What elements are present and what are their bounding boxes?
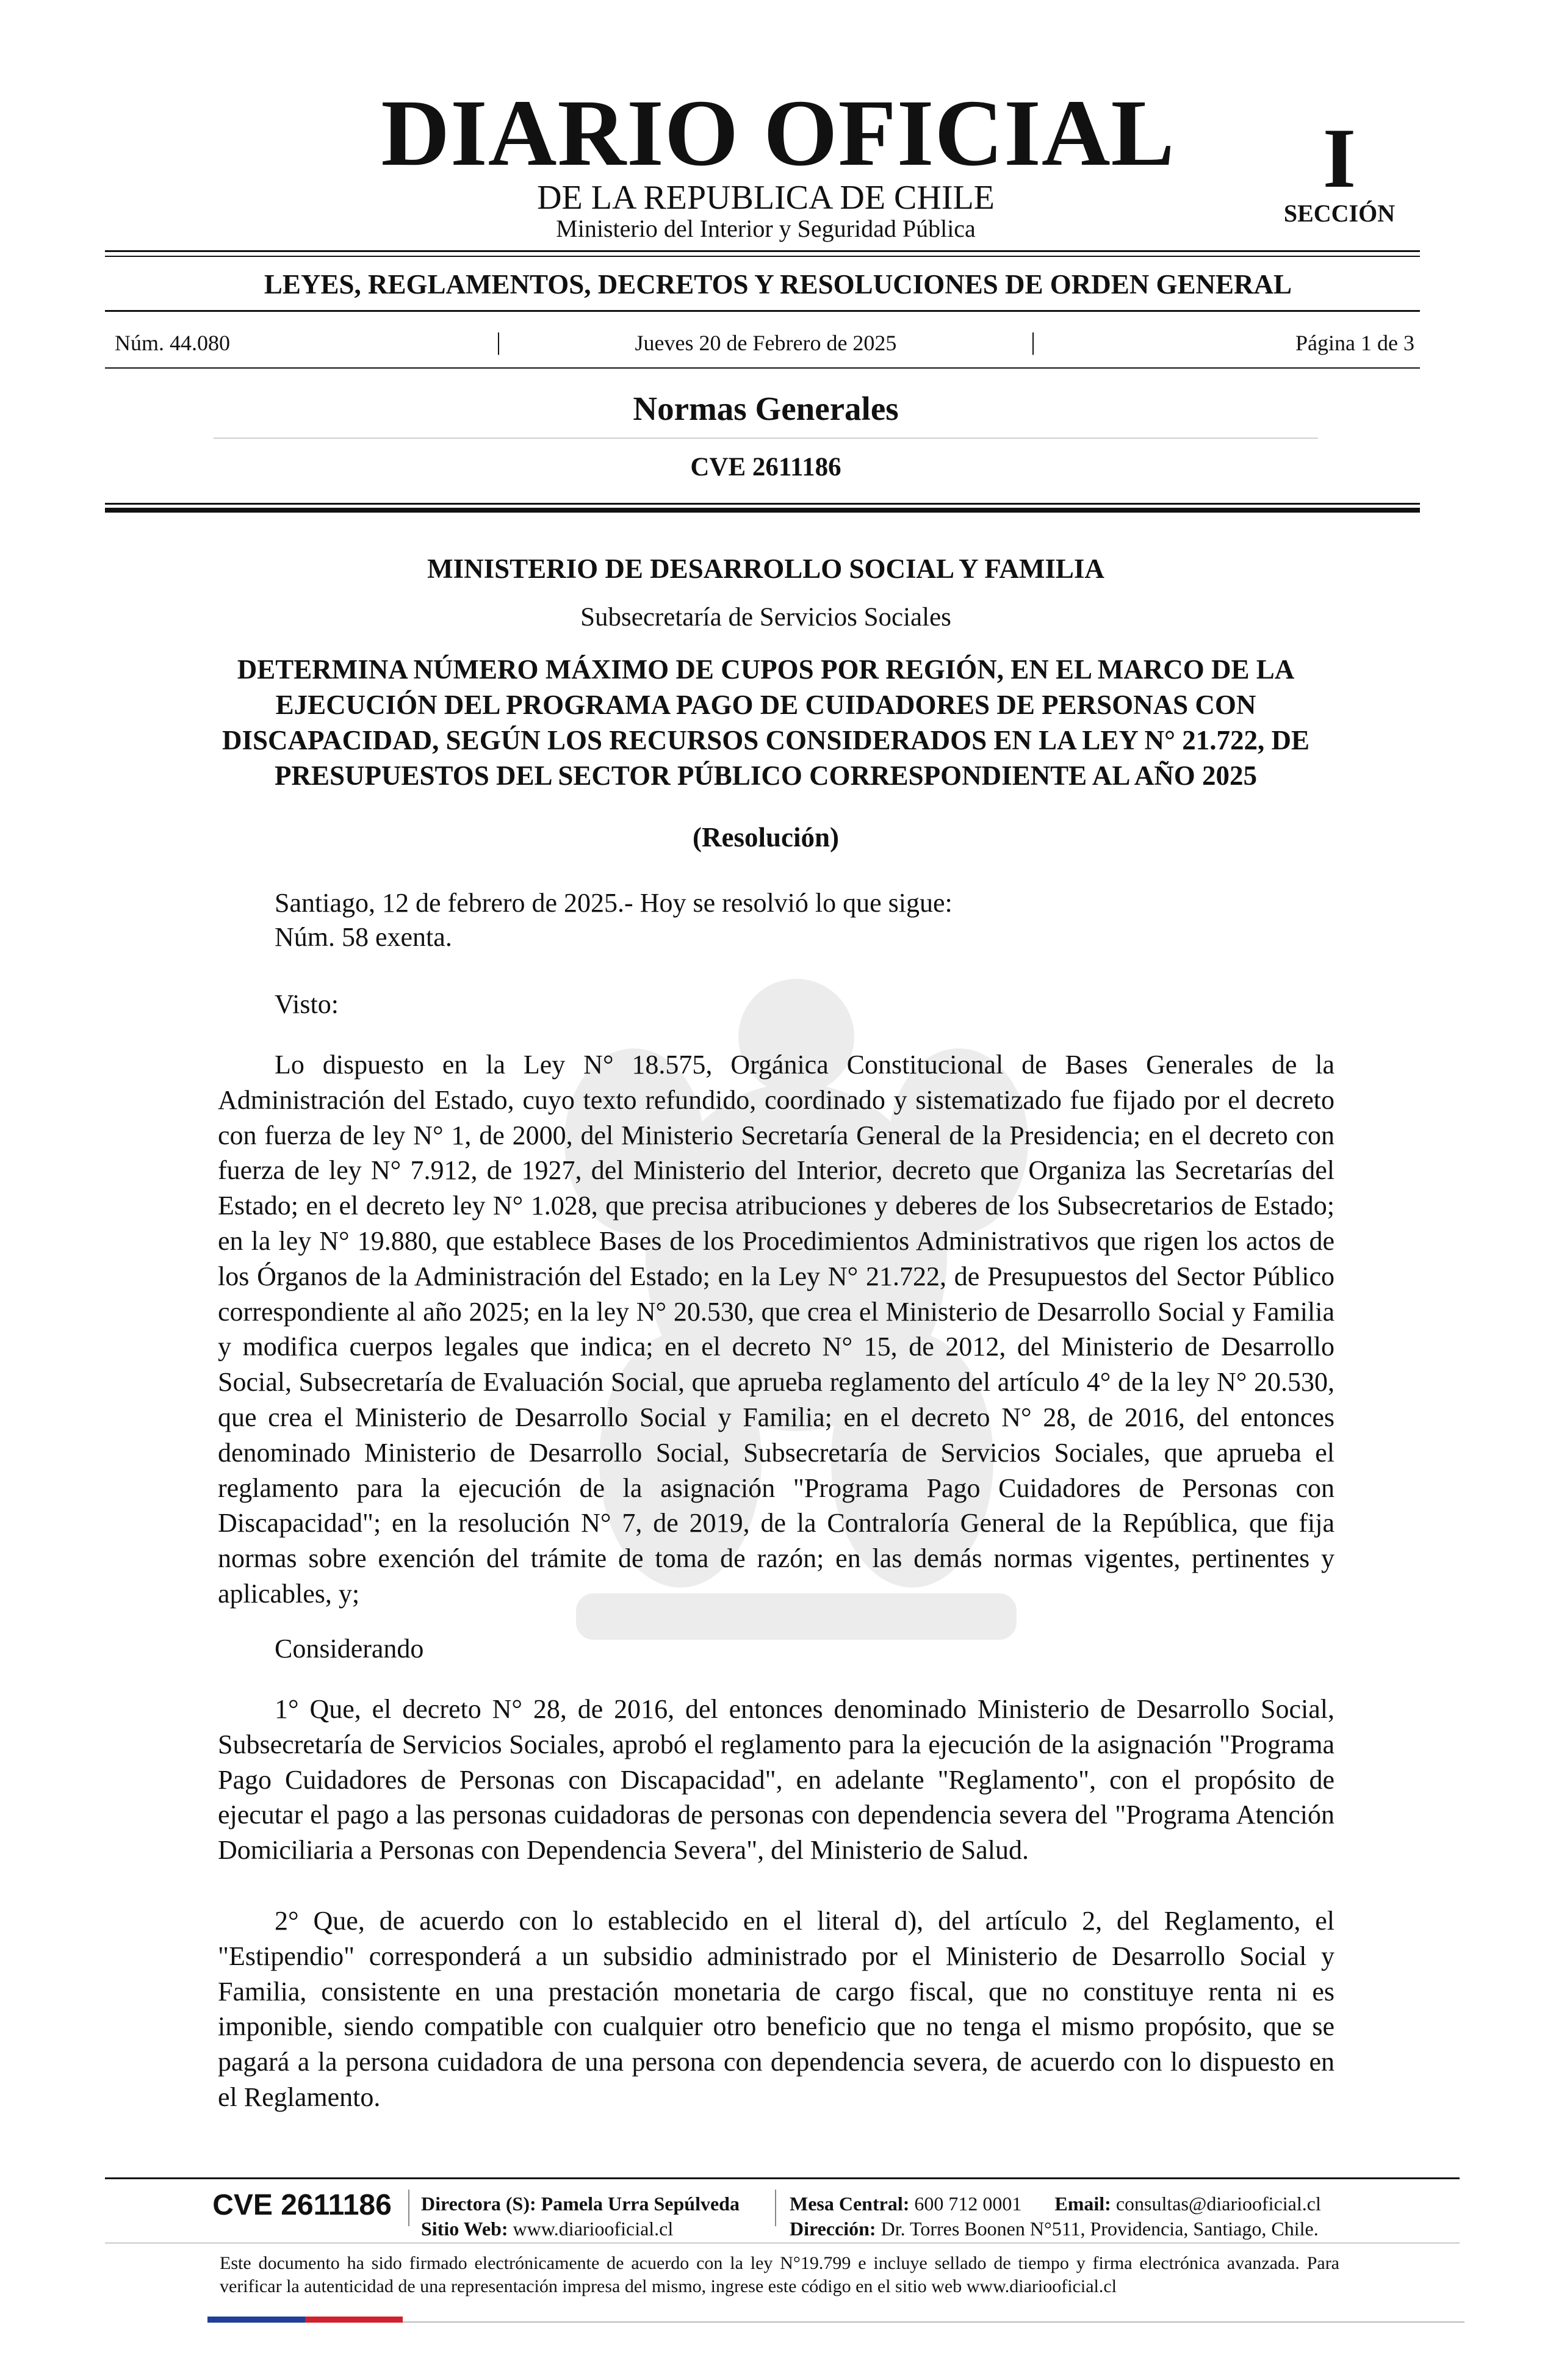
section-label: SECCIÓN — [1283, 200, 1396, 227]
info-separator: | — [1031, 328, 1036, 355]
section-number: I — [1322, 111, 1356, 206]
site-label: Sitio Web: — [421, 2218, 508, 2240]
cve-rule-thin — [105, 503, 1420, 505]
masthead-rule-top-thin — [105, 256, 1420, 257]
cve-code: CVE 2611186 — [690, 453, 841, 481]
visto-heading: Visto: — [275, 989, 339, 1019]
resolution-number: Núm. 58 exenta. — [275, 922, 452, 952]
newspaper-subtitle: DE LA REPUBLICA DE CHILE — [537, 179, 995, 217]
cve-rule-thick — [105, 508, 1420, 513]
issue-number: Núm. 44.080 — [115, 331, 230, 355]
flag-stripe-red — [305, 2317, 403, 2323]
considerando-2: 2° Que, de acuerdo con lo establecido en el literal d), del artículo 2, del Reglamento, el "Estipendio" corresponderá a un subsidio administrado por el Ministerio de Desarrollo Social y Familia, consistente en una prestación monetaria de cargo fiscal, que no constituye renta ni es imponible, siendo compatible con cualquier otro beneficio que no tenga el mismo propósito, que se pagará a la persona cuidadora de una persona con dependencia severa, de acuerdo con lo dispuesto en el Reglamento. — [218, 1906, 1334, 2112]
issuing-ministry: MINISTERIO DE DESARROLLO SOCIAL Y FAMILIA — [427, 554, 1104, 584]
considerando-heading: Considerando — [275, 1634, 424, 1664]
banner-rule — [105, 310, 1420, 312]
director-label: Directora (S): — [421, 2193, 536, 2215]
info-rule — [105, 367, 1420, 369]
masthead-rule-top — [105, 250, 1420, 252]
email-link[interactable]: consultas@diariooficial.cl — [1115, 2193, 1321, 2215]
considerando-1: 1° Que, el decreto N° 28, de 2016, del entonces denominado Ministerio de Desarrollo Social, Subsecretaría de Servicios Sociales, aprobó el reglamento para la ejecución de la asignación "Programa Pago Cuidadores de Personas con Discapacidad", en adelante "Reglamento", con el propósito de ejecutar el pago a las personas cuidadoras de personas con dependencia severa del "Programa Atención Domiciliaria a Personas con Dependencia Severa", del Ministerio de Salud. — [218, 1694, 1334, 1866]
visto-paragraph: Lo dispuesto en la Ley N° 18.575, Orgánica Constitucional de Bases Generales de la Administración del Estado, cuyo texto refundido, coordinado y sistematizado fue fijado por el decreto con fuerza de ley N° 1, de 2000, del Ministerio Secretaría General de la Presidencia; en el decreto con fuerza de ley N° 7.912, de 1927, del Ministerio del Interior, decreto que Organiza las Secretarías del Estado; en el decreto ley N° 1.028, que precisa atribuciones y deberes de los Subsecretarios de Estado; en la ley N° 19.880, que establece Bases de los Procedimientos Administrativos que rigen los actos de los Órganos de la Administración del Estado; en la Ley N° 21.722, de Presupuestos del Sector Público correspondiente al año 2025; en la ley N° 20.530, que crea el Ministerio de Desarrollo Social y Familia y modifica cuerpos legales que indica; en el decreto N° 15, de 2012, del Ministerio de Desarrollo Social, Subsecretaría de Evaluación Social, que aprueba reglamento del artículo 4° de la ley N° 20.530, que crea el Ministerio de Desarrollo Social y Familia; en el decreto N° 28, de 2016, del entonces denominado Ministerio de Desarrollo Social, Subsecretaría de Servicios Sociales, que aprueba el reglamento para la ejecución de la asignación "Programa Pago Cuidadores de Personas con Discapacidad"; en la resolución N° 7, de 2019, de la Contraloría General de la República, que fija normas sobre exención del trámite de toma de razón; en las demás normas vigentes, pertinentes y aplicables, y; — [218, 1050, 1334, 1609]
newspaper-title: DIARIO OFICIAL — [381, 80, 1175, 186]
footer-contact — [790, 2194, 1321, 2213]
address-value: Dr. Torres Boonen N°511, Providencia, Santiago, Chile. — [881, 2218, 1319, 2240]
footer-divider — [775, 2190, 776, 2226]
footer-cve: CVE 2611186 — [212, 2189, 392, 2221]
intro-line: Santiago, 12 de febrero de 2025.- Hoy se resolvió lo que sigue: — [275, 888, 953, 918]
signature-disclaimer: Este documento ha sido firmado electrónicamente de acuerdo con la ley N°19.799 e incluye sellado de tiempo y firma electrónica avanzada. Para verificar la autenticidad de una representación impresa del mismo, ingrese este código en el sitio web www.diariooficial.cl — [220, 2253, 1339, 2296]
footer-rule-top — [105, 2177, 1460, 2179]
section-banner: LEYES, REGLAMENTOS, DECRETOS Y RESOLUCIONES DE ORDEN GENERAL — [264, 269, 1292, 300]
issuing-subsecretaria: Subsecretaría de Servicios Sociales — [580, 603, 951, 632]
footer-divider — [408, 2190, 409, 2226]
newspaper-ministry: Ministerio del Interior y Seguridad Pública — [556, 215, 976, 242]
footer-director — [421, 2194, 740, 2213]
section-heading: Normas Generales — [633, 390, 899, 427]
email-label: Email: — [1054, 2193, 1111, 2215]
director-name: Pamela Urra Sepúlveda — [541, 2193, 740, 2215]
footer-rule-bottom — [403, 2321, 1464, 2323]
phone-label: Mesa Central: — [790, 2193, 910, 2215]
footer-address — [790, 2219, 1319, 2238]
address-label: Dirección: — [790, 2218, 876, 2240]
flag-stripe-blue — [207, 2317, 305, 2323]
page-indicator: Página 1 de 3 — [1295, 331, 1414, 355]
section-heading-rule — [214, 438, 1318, 439]
site-link[interactable]: www.diariooficial.cl — [513, 2218, 674, 2240]
phone-value: 600 712 0001 — [914, 2193, 1022, 2215]
document-type: (Resolución) — [693, 822, 839, 853]
issue-date: Jueves 20 de Febrero de 2025 — [635, 331, 897, 355]
resolution-title: DETERMINA NÚMERO MÁXIMO DE CUPOS POR REGIÓN, EN EL MARCO DE LA EJECUCIÓN DEL PROGRAMA PAGO DE CUIDADORES DE PERSONAS CON DISCAPACIDAD, SEGÚN LOS RECURSOS CONSIDERADOS EN LA LEY N° 21.722, DE PRESUPUESTOS DEL SECTOR PÚBLICO CORRESPONDIENTE AL AÑO 2025 — [222, 654, 1310, 791]
footer-site — [421, 2219, 673, 2238]
info-separator: | — [496, 328, 502, 355]
